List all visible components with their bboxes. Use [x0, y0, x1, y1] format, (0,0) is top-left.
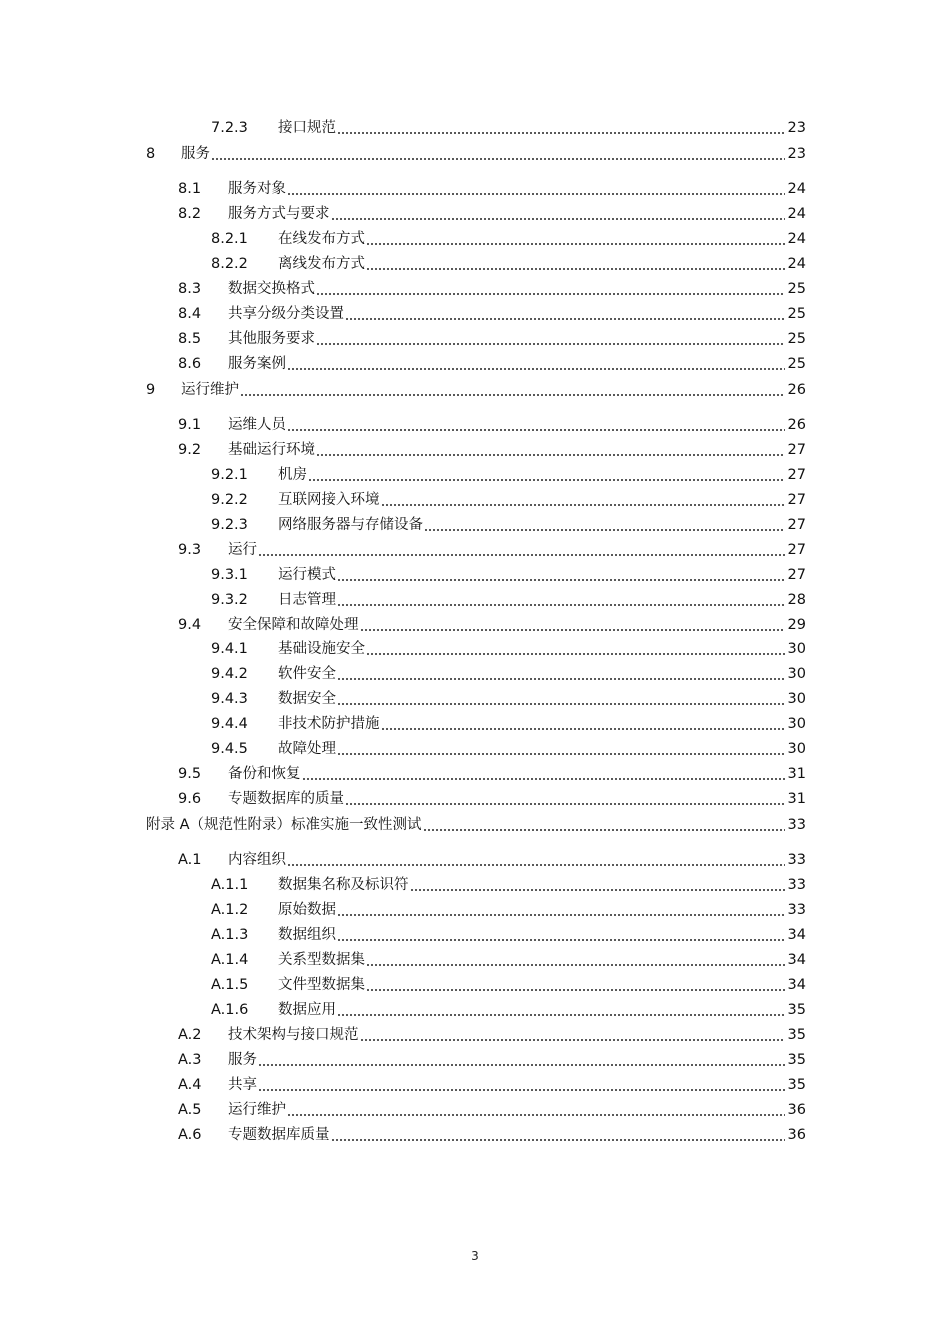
toc-entry-title: 离线发布方式 — [278, 256, 365, 272]
toc-entry-page: 30 — [787, 741, 806, 757]
dot-leader — [424, 814, 785, 836]
dot-leader — [288, 1099, 785, 1121]
toc-entry-title: 安全保障和故障处理 — [228, 617, 359, 633]
dot-leader — [241, 379, 785, 401]
toc-entry[interactable] — [178, 614, 806, 636]
toc-entry-title: 服务方式与要求 — [228, 206, 330, 222]
dot-leader — [338, 564, 785, 586]
toc-entry-page: 33 — [787, 852, 806, 868]
toc-entry[interactable] — [178, 1024, 806, 1046]
dot-leader — [361, 1024, 785, 1046]
toc-entry-number: 8.6 — [178, 356, 202, 372]
toc-entry-page: 27 — [787, 542, 806, 558]
toc-entry-page: 24 — [787, 231, 806, 247]
toc-entry-title: 运行模式 — [278, 567, 336, 583]
dot-leader — [288, 178, 785, 200]
toc-entry-number: 9 — [146, 382, 156, 398]
toc-entry-page: 30 — [787, 641, 806, 657]
toc-entry-title: 故障处理 — [278, 741, 336, 757]
toc-entry-number: A.1.6 — [211, 1002, 249, 1018]
toc-entry-page: 31 — [787, 791, 806, 807]
toc-entry-page: 26 — [787, 417, 806, 433]
toc-entry-title: 软件安全 — [278, 666, 336, 682]
toc-entry-title: 文件型数据集 — [278, 977, 365, 993]
toc-entry-number: 8.2 — [178, 206, 202, 222]
toc-entry-number: A.6 — [178, 1127, 202, 1143]
dot-leader — [338, 589, 785, 611]
toc-entry-page: 35 — [787, 1052, 806, 1068]
toc-entry-number: 9.2.2 — [211, 492, 248, 508]
toc-entry-number: A.2 — [178, 1027, 202, 1043]
dot-leader — [346, 303, 785, 325]
toc-entry-page: 26 — [787, 382, 806, 398]
toc-entry-page: 25 — [787, 331, 806, 347]
toc-entry-title: 网络服务器与存储设备 — [278, 517, 423, 533]
toc-entry-number: 9.2 — [178, 442, 202, 458]
dot-leader — [338, 999, 785, 1021]
dot-leader — [212, 143, 785, 165]
toc-entry-number: 9.4.4 — [211, 716, 248, 732]
toc-entry-title: 数据应用 — [278, 1002, 336, 1018]
dot-leader — [259, 1049, 785, 1071]
toc-entry[interactable] — [211, 489, 806, 511]
dot-leader — [259, 1074, 785, 1096]
dot-leader — [338, 924, 785, 946]
toc-entry[interactable] — [178, 1124, 806, 1146]
toc-entry-number: A.1.1 — [211, 877, 249, 893]
toc-entry[interactable] — [178, 203, 806, 225]
dot-leader — [367, 253, 785, 275]
dot-leader — [367, 228, 785, 250]
page-number: 3 — [471, 1249, 479, 1263]
toc-entry[interactable] — [211, 638, 806, 660]
toc-entry-title: 运行 — [228, 542, 257, 558]
dot-leader — [382, 489, 785, 511]
toc-entry-title: 专题数据库的质量 — [228, 791, 344, 807]
toc-entry[interactable] — [211, 564, 806, 586]
toc-entry-title: 数据交换格式 — [228, 281, 315, 297]
toc-entry-title: 共享 — [228, 1077, 257, 1093]
dot-leader — [288, 353, 785, 375]
toc-entry[interactable] — [178, 278, 806, 300]
toc-entry-page: 27 — [787, 442, 806, 458]
toc-entry-number: 9.1 — [178, 417, 202, 433]
toc-entry[interactable] — [211, 949, 806, 971]
dot-leader — [317, 328, 785, 350]
toc-entry-number: 8 — [146, 146, 156, 162]
dot-leader — [338, 899, 785, 921]
toc-entry-number: 9.4.5 — [211, 741, 248, 757]
toc-entry-title: 日志管理 — [278, 592, 336, 608]
dot-leader — [367, 974, 785, 996]
toc-entry-page: 33 — [787, 902, 806, 918]
toc-entry-page: 30 — [787, 691, 806, 707]
toc-entry[interactable] — [178, 414, 806, 436]
dot-leader — [288, 849, 785, 871]
toc-entry-page: 30 — [787, 666, 806, 682]
dot-leader — [367, 949, 785, 971]
dot-leader — [346, 788, 785, 810]
toc-entry-page: 28 — [787, 592, 806, 608]
toc-entry[interactable] — [178, 763, 806, 785]
toc-entry-title: 数据安全 — [278, 691, 336, 707]
toc-entry-title: 专题数据库质量 — [228, 1127, 330, 1143]
toc-entry-page: 23 — [787, 146, 806, 162]
toc-entry-page: 27 — [787, 492, 806, 508]
toc-entry-number: A.1.5 — [211, 977, 249, 993]
toc-entry[interactable] — [211, 874, 806, 896]
toc-entry-page: 24 — [787, 206, 806, 222]
toc-entry-number: A.1.3 — [211, 927, 249, 943]
toc-entry-page: 24 — [787, 181, 806, 197]
toc-entry-number: 9.2.3 — [211, 517, 248, 533]
toc-entry-title: 技术架构与接口规范 — [228, 1027, 359, 1043]
toc-entry-title: 基础运行环境 — [228, 442, 315, 458]
toc-entry-number: 9.3.1 — [211, 567, 248, 583]
dot-leader — [367, 638, 785, 660]
toc-entry[interactable] — [178, 788, 806, 810]
toc-entry[interactable] — [211, 713, 806, 735]
toc-entry-title: 机房 — [278, 467, 307, 483]
dot-leader — [288, 414, 785, 436]
dot-leader — [382, 713, 785, 735]
dot-leader — [317, 439, 785, 461]
toc-entry-number: A.3 — [178, 1052, 202, 1068]
toc-entry-page: 27 — [787, 517, 806, 533]
dot-leader — [338, 738, 785, 760]
dot-leader — [309, 464, 785, 486]
toc-entry[interactable] — [211, 464, 806, 486]
toc-entry-number: 9.3.2 — [211, 592, 248, 608]
toc-entry[interactable] — [178, 353, 806, 375]
toc-entry[interactable] — [146, 814, 806, 836]
toc-entry-page: 36 — [787, 1127, 806, 1143]
toc-entry[interactable] — [178, 849, 806, 871]
dot-leader — [332, 1124, 785, 1146]
toc-entry[interactable] — [211, 117, 806, 139]
dot-leader — [338, 663, 785, 685]
toc-entry-number: 8.5 — [178, 331, 202, 347]
toc-entry-title: 数据组织 — [278, 927, 336, 943]
toc-entry-title: 共享分级分类设置 — [228, 306, 344, 322]
toc-entry[interactable] — [211, 514, 806, 536]
toc-entry-number: 8.2.2 — [211, 256, 248, 272]
toc-entry-page: 25 — [787, 356, 806, 372]
toc-entry[interactable] — [211, 688, 806, 710]
toc-entry-title: 服务对象 — [228, 181, 286, 197]
toc-entry-title: 接口规范 — [278, 120, 336, 136]
toc-entry-number: 9.3 — [178, 542, 202, 558]
toc-entry-title: 关系型数据集 — [278, 952, 365, 968]
toc-entry[interactable] — [211, 974, 806, 996]
toc-entry[interactable] — [178, 1074, 806, 1096]
toc-entry[interactable] — [211, 663, 806, 685]
toc-entry-page: 24 — [787, 256, 806, 272]
toc-entry-page: 29 — [787, 617, 806, 633]
toc-entry-page: 27 — [787, 567, 806, 583]
toc-entry-number: A.4 — [178, 1077, 202, 1093]
toc-entry-page: 25 — [787, 306, 806, 322]
toc-entry-number: 9.4.2 — [211, 666, 248, 682]
dot-leader — [317, 278, 785, 300]
toc-entry-number: 9.2.1 — [211, 467, 248, 483]
toc-entry-title: 服务案例 — [228, 356, 286, 372]
toc-entry-title: 内容组织 — [228, 852, 286, 868]
toc-entry-title: 运行维护 — [181, 382, 239, 398]
toc-entry-number: 8.3 — [178, 281, 202, 297]
toc-entry-page: 34 — [787, 952, 806, 968]
dot-leader — [361, 614, 785, 636]
toc-entry[interactable] — [178, 303, 806, 325]
toc-entry-number: 8.2.1 — [211, 231, 248, 247]
toc-entry-page: 27 — [787, 467, 806, 483]
toc-entry-number: 8.1 — [178, 181, 202, 197]
dot-leader — [338, 688, 785, 710]
toc-entry-title: 服务 — [228, 1052, 257, 1068]
toc-entry-page: 35 — [787, 1002, 806, 1018]
toc-entry-title: 其他服务要求 — [228, 331, 315, 347]
toc-entry-title: 互联网接入环境 — [278, 492, 380, 508]
toc-entry-title: 基础设施安全 — [278, 641, 365, 657]
toc-entry[interactable] — [211, 924, 806, 946]
toc-entry-number: 9.5 — [178, 766, 202, 782]
toc-entry-title: 附录 A（规范性附录）标准实施一致性测试 — [146, 817, 422, 833]
toc-entry[interactable] — [211, 253, 806, 275]
toc-entry-page: 33 — [787, 877, 806, 893]
toc-entry[interactable] — [178, 1099, 806, 1121]
toc-entry-page: 35 — [787, 1077, 806, 1093]
toc-entry-page: 30 — [787, 716, 806, 732]
toc-entry-page: 23 — [787, 120, 806, 136]
toc-entry[interactable] — [211, 999, 806, 1021]
toc-entry-number: 7.2.3 — [211, 120, 248, 136]
toc-entry[interactable] — [146, 143, 806, 165]
dot-leader — [303, 763, 785, 785]
toc-entry-number: A.1.2 — [211, 902, 249, 918]
toc-entry-number: A.1.4 — [211, 952, 249, 968]
toc-entry[interactable] — [146, 379, 806, 401]
toc-entry-page: 34 — [787, 927, 806, 943]
toc-entry[interactable] — [178, 1049, 806, 1071]
toc-entry-page: 31 — [787, 766, 806, 782]
toc-entry-number: 9.4.1 — [211, 641, 248, 657]
dot-leader — [332, 203, 785, 225]
toc-entry[interactable] — [211, 738, 806, 760]
dot-leader — [425, 514, 785, 536]
toc-entry-number: 9.4 — [178, 617, 202, 633]
toc-entry-title: 在线发布方式 — [278, 231, 365, 247]
toc-entry[interactable] — [211, 589, 806, 611]
toc-entry[interactable] — [178, 539, 806, 561]
toc-entry[interactable] — [211, 228, 806, 250]
toc-entry[interactable] — [178, 439, 806, 461]
toc-entry[interactable] — [178, 328, 806, 350]
toc-entry[interactable] — [178, 178, 806, 200]
toc-entry-title: 数据集名称及标识符 — [278, 877, 409, 893]
toc-entry-number: 9.4.3 — [211, 691, 248, 707]
toc-entry-title: 运维人员 — [228, 417, 286, 433]
toc-entry-number: A.5 — [178, 1102, 202, 1118]
dot-leader — [338, 117, 785, 139]
dot-leader — [259, 539, 785, 561]
toc-entry-title: 非技术防护措施 — [278, 716, 380, 732]
toc-entry-number: 8.4 — [178, 306, 202, 322]
toc-entry-title: 运行维护 — [228, 1102, 286, 1118]
dot-leader — [411, 874, 785, 896]
toc-entry-title: 原始数据 — [278, 902, 336, 918]
toc-entry-page: 35 — [787, 1027, 806, 1043]
toc-entry-page: 25 — [787, 281, 806, 297]
toc-entry-number: 9.6 — [178, 791, 202, 807]
toc-entry-page: 34 — [787, 977, 806, 993]
toc-entry-page: 33 — [787, 817, 806, 833]
toc-entry-title: 备份和恢复 — [228, 766, 301, 782]
toc-entry-page: 36 — [787, 1102, 806, 1118]
toc-entry-number: A.1 — [178, 852, 202, 868]
toc-entry-title: 服务 — [181, 146, 210, 162]
toc-entry[interactable] — [211, 899, 806, 921]
